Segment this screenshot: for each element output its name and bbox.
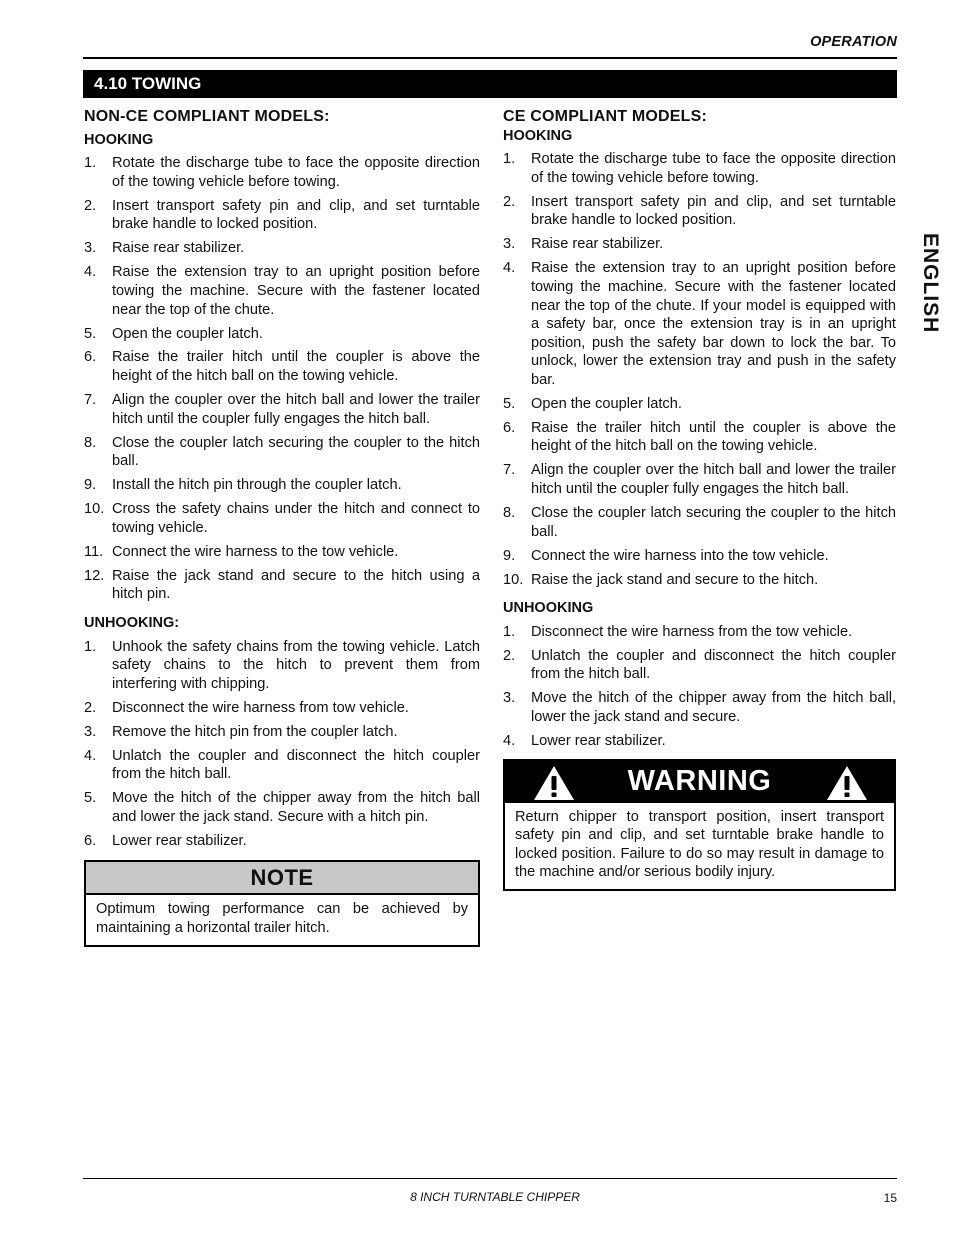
list-item-number: 1.	[84, 155, 97, 172]
section-title: 4.10 TOWING	[83, 70, 897, 98]
list-item-text: Unhook the safety chains from the towing vehicle. Latch safety chains to the hitch to prevent them from interfering with chipping.	[112, 638, 480, 692]
list-item-number: 3.	[84, 723, 97, 740]
list-item	[84, 263, 480, 319]
list-item-number: 4.	[503, 732, 516, 749]
language-tab: ENGLISH	[919, 232, 942, 334]
note-box	[84, 860, 480, 946]
list-item-number: 6.	[84, 349, 97, 366]
warning-header	[505, 761, 894, 803]
list-item	[84, 239, 480, 258]
list-item-text: Remove the hitch pin from the coupler latch.	[112, 723, 398, 740]
list-item	[503, 504, 896, 541]
list-item-text: Raise the jack stand and secure to the hitch using a hitch pin.	[112, 567, 480, 603]
list-item-text: Raise the trailer hitch until the coupler is above the height of the hitch ball on the towing vehicle.	[112, 349, 480, 385]
list-item	[503, 395, 896, 414]
list-item	[503, 623, 896, 642]
list-item	[84, 567, 480, 604]
warning-triangle-icon	[826, 765, 868, 801]
right-column-title: CE COMPLIANT MODELS:	[503, 108, 707, 125]
list-item-text: Install the hitch pin through the coupler latch.	[112, 477, 402, 494]
header-rule	[83, 57, 897, 59]
list-item	[503, 571, 896, 590]
list-item-number: 3.	[503, 690, 516, 707]
list-item-text: Raise rear stabilizer.	[112, 240, 245, 257]
list-item-text: Lower rear stabilizer.	[531, 732, 666, 749]
list-item-text: Close the coupler latch securing the coupler to the hitch ball.	[112, 434, 480, 470]
list-item-text: Move the hitch of the chipper away from the hitch ball, lower the jack stand and secure.	[531, 690, 896, 725]
list-item-number: 10.	[84, 501, 105, 518]
list-item-text: Align the coupler over the hitch ball and lower the trailer hitch until the coupler fully engages the hitch ball.	[112, 392, 480, 427]
list-item-text: Connect the wire harness into the tow vehicle.	[531, 547, 829, 564]
list-item-text: Open the coupler latch.	[531, 395, 682, 412]
list-item-text: Unlatch the coupler and disconnect the hitch coupler from the hitch ball.	[531, 647, 896, 683]
list-item-text: Raise rear stabilizer.	[531, 236, 664, 253]
list-item-number: 6.	[503, 419, 516, 436]
list-item-number: 1.	[503, 151, 516, 168]
list-item-number: 4.	[84, 264, 97, 281]
left-hooking-heading: HOOKING	[84, 131, 154, 148]
list-item-number: 11.	[84, 543, 104, 560]
list-item-number: 2.	[84, 699, 97, 716]
list-item-text: Insert transport safety pin and clip, and set turntable brake handle to locked position.	[112, 197, 480, 233]
list-item	[84, 325, 480, 344]
list-item-number: 2.	[503, 193, 516, 210]
list-item	[84, 197, 480, 234]
left-unhooking-heading: UNHOOKING:	[84, 614, 180, 631]
list-item-text: Connect the wire harness to the tow vehicle.	[112, 543, 399, 560]
list-item	[84, 348, 480, 385]
warning-box	[503, 759, 896, 891]
note-title: NOTE	[86, 862, 478, 895]
left-column	[84, 108, 480, 947]
list-item-text: Open the coupler latch.	[112, 325, 263, 342]
list-item-text: Disconnect the wire harness from the tow vehicle.	[531, 623, 853, 640]
list-item	[84, 789, 480, 826]
list-item-number: 7.	[84, 392, 97, 409]
list-item-number: 4.	[84, 747, 97, 764]
list-item-text: Rotate the discharge tube to face the opposite direction of the towing vehicle before towing.	[112, 155, 480, 190]
list-item	[84, 699, 480, 718]
right-column	[503, 108, 896, 891]
footer-title: 8 INCH TURNTABLE CHIPPER	[410, 1190, 580, 1204]
list-item-text: Align the coupler over the hitch ball and lower the trailer hitch until the coupler fully engages the hitch ball.	[531, 462, 896, 498]
list-item-text: Cross the safety chains under the hitch and connect to towing vehicle.	[112, 501, 480, 536]
left-unhooking-list	[84, 638, 480, 851]
list-item-number: 6.	[84, 832, 97, 849]
list-item-text: Insert transport safety pin and clip, and set turntable brake handle to locked position.	[531, 193, 896, 229]
note-body: Optimum towing performance can be achieved by maintaining a horizontal trailer hitch.	[96, 901, 468, 937]
running-header: OPERATION	[810, 34, 897, 50]
list-item-text: Raise the trailer hitch until the coupler is above the height of the hitch ball on the towing vehicle.	[531, 419, 896, 455]
list-item-number: 10.	[503, 571, 524, 588]
list-item-number: 3.	[84, 240, 97, 257]
list-item-number: 2.	[84, 197, 97, 214]
right-unhooking-heading: UNHOOKING	[503, 600, 594, 617]
list-item-number: 8.	[84, 434, 97, 451]
list-item-number: 5.	[503, 395, 516, 412]
right-unhooking-list	[503, 623, 896, 751]
list-item-text: Rotate the discharge tube to face the opposite direction of the towing vehicle before towing.	[531, 151, 896, 186]
left-column-title: NON-CE COMPLIANT MODELS:	[84, 108, 330, 125]
list-item-text: Move the hitch of the chipper away from the hitch ball and lower the jack stand. Secure with a hitch pin.	[112, 790, 480, 825]
list-item-text: Raise the extension tray to an upright position before towing the machine. Secure with the fastener located near the top of the chute.	[112, 264, 480, 318]
list-item	[503, 235, 896, 254]
list-item	[503, 419, 896, 456]
list-item	[84, 500, 480, 537]
list-item-number: 8.	[503, 505, 516, 522]
right-hooking-list	[503, 150, 896, 589]
list-item-text: Unlatch the coupler and disconnect the hitch coupler from the hitch ball.	[112, 747, 480, 783]
list-item	[84, 832, 480, 851]
list-item	[503, 150, 896, 187]
list-item	[84, 723, 480, 742]
list-item	[503, 461, 896, 498]
list-item	[503, 732, 896, 751]
list-item-number: 5.	[84, 790, 97, 807]
list-item-number: 2.	[503, 647, 516, 664]
list-item	[84, 747, 480, 784]
list-item	[84, 638, 480, 694]
list-item	[503, 547, 896, 566]
list-item	[84, 434, 480, 471]
list-item-number: 9.	[503, 547, 516, 564]
warning-triangle-icon	[533, 765, 575, 801]
list-item-text: Raise the extension tray to an upright position before towing the machine. Secure with the fastener located near the top of the chute. If your model is equipped with a safety bar, once the extension tray is in an upright position, push the safety bar down to lock the bar. To unlock, lower the extension tray and push in the safety bar.	[531, 260, 896, 388]
warning-title: WARNING	[627, 765, 772, 798]
list-item	[84, 391, 480, 428]
list-item-number: 3.	[503, 236, 516, 253]
list-item-text: Raise the jack stand and secure to the hitch.	[531, 571, 819, 588]
list-item	[503, 193, 896, 230]
list-item	[84, 154, 480, 191]
list-item-number: 7.	[503, 462, 516, 479]
list-item-number: 12.	[84, 567, 105, 584]
list-item	[503, 259, 896, 389]
list-item	[503, 647, 896, 684]
footer-rule	[83, 1178, 897, 1179]
page-number: 15	[883, 1191, 897, 1205]
list-item-text: Disconnect the wire harness from tow vehicle.	[112, 699, 409, 716]
list-item-text: Close the coupler latch securing the coupler to the hitch ball.	[531, 505, 896, 540]
list-item-number: 1.	[503, 623, 516, 640]
list-item-text: Lower rear stabilizer.	[112, 832, 247, 849]
left-hooking-list	[84, 154, 480, 604]
right-hooking-heading: HOOKING	[503, 127, 573, 144]
list-item	[503, 689, 896, 726]
list-item-number: 9.	[84, 477, 97, 494]
list-item-number: 1.	[84, 638, 97, 655]
list-item-number: 4.	[503, 260, 516, 277]
list-item	[84, 543, 480, 562]
list-item-number: 5.	[84, 325, 97, 342]
list-item	[84, 476, 480, 495]
warning-body: Return chipper to transport position, insert transport safety pin and clip, and set turntable brake handle to locked position. Failure to do so may result in damage to the machine and/or serious bodily injury.	[515, 808, 884, 881]
